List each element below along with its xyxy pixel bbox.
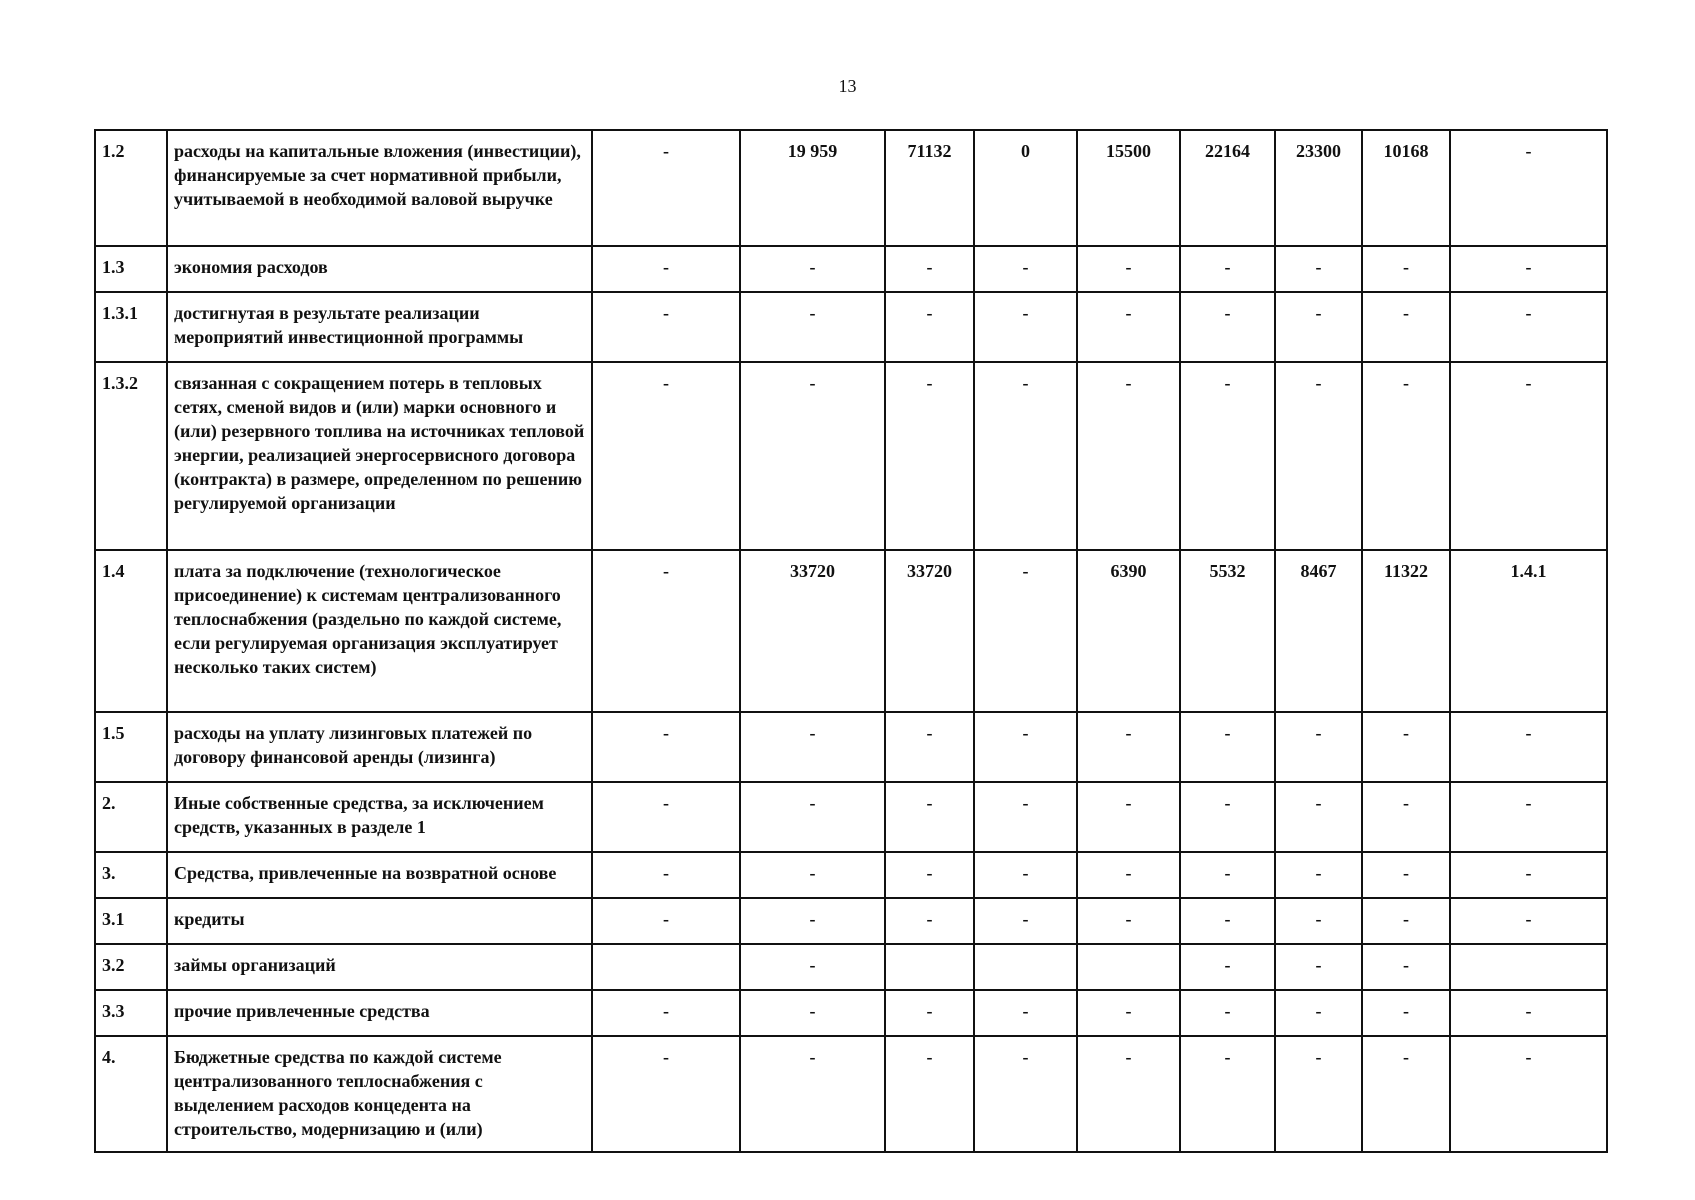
row-code: 3.2 — [95, 944, 167, 990]
table-row — [95, 550, 1607, 712]
table-row — [95, 990, 1607, 1036]
value-cell: 8467 — [1275, 550, 1362, 712]
value-cell: - — [974, 990, 1077, 1036]
value-cell — [974, 944, 1077, 990]
value-cell: - — [1077, 898, 1180, 944]
row-code: 1.5 — [95, 712, 167, 782]
value-cell: - — [1275, 712, 1362, 782]
value-cell: - — [740, 292, 885, 362]
row-description: плата за подключение (технологическое присоединение) к системам централизованного теплоснабжения (раздельно по каждой системе, если регулируемая организация эксплуатирует несколько таких систем) — [167, 550, 592, 712]
value-cell: - — [1180, 712, 1275, 782]
value-cell: 23300 — [1275, 130, 1362, 246]
row-code: 1.3.1 — [95, 292, 167, 362]
table-row — [95, 130, 1607, 246]
value-cell: - — [885, 990, 974, 1036]
value-cell: - — [885, 292, 974, 362]
value-cell: 6390 — [1077, 550, 1180, 712]
row-description: прочие привлеченные средства — [167, 990, 592, 1036]
value-cell: - — [592, 898, 740, 944]
value-cell: - — [1450, 782, 1607, 852]
value-cell: - — [1275, 944, 1362, 990]
value-cell: - — [1362, 712, 1450, 782]
value-cell: - — [1077, 246, 1180, 292]
value-cell: - — [1180, 292, 1275, 362]
value-cell: - — [885, 852, 974, 898]
row-code: 1.2 — [95, 130, 167, 246]
value-cell: - — [740, 944, 885, 990]
row-description: достигнутая в результате реализации мероприятий инвестиционной программы — [167, 292, 592, 362]
value-cell: - — [974, 852, 1077, 898]
value-cell: 1.4.1 — [1450, 550, 1607, 712]
value-cell: - — [592, 130, 740, 246]
value-cell: - — [1362, 362, 1450, 550]
row-description: расходы на уплату лизинговых платежей по договору финансовой аренды (лизинга) — [167, 712, 592, 782]
value-cell: - — [1450, 898, 1607, 944]
value-cell: - — [592, 1036, 740, 1152]
row-code: 3.3 — [95, 990, 167, 1036]
table-row — [95, 852, 1607, 898]
value-cell: - — [1450, 990, 1607, 1036]
value-cell: - — [1077, 1036, 1180, 1152]
value-cell — [592, 944, 740, 990]
value-cell: - — [1362, 990, 1450, 1036]
value-cell: - — [1077, 852, 1180, 898]
table-row — [95, 944, 1607, 990]
value-cell: - — [592, 782, 740, 852]
value-cell: - — [974, 246, 1077, 292]
table-row — [95, 712, 1607, 782]
table-row — [95, 898, 1607, 944]
row-code: 2. — [95, 782, 167, 852]
value-cell: - — [592, 246, 740, 292]
value-cell: - — [740, 246, 885, 292]
row-description: экономия расходов — [167, 246, 592, 292]
value-cell: - — [1077, 782, 1180, 852]
row-code: 3.1 — [95, 898, 167, 944]
value-cell: - — [1362, 898, 1450, 944]
value-cell: - — [885, 362, 974, 550]
value-cell: - — [1275, 852, 1362, 898]
value-cell: - — [592, 990, 740, 1036]
value-cell — [885, 944, 974, 990]
value-cell: 22164 — [1180, 130, 1275, 246]
value-cell: - — [592, 292, 740, 362]
value-cell: - — [1450, 362, 1607, 550]
value-cell: - — [592, 852, 740, 898]
value-cell: - — [1077, 712, 1180, 782]
row-code: 4. — [95, 1036, 167, 1152]
row-description: Бюджетные средства по каждой системе централизованного теплоснабжения с выделением расходов концедента на строительство, модернизацию и (или) — [167, 1036, 592, 1152]
value-cell: 15500 — [1077, 130, 1180, 246]
value-cell: - — [1180, 990, 1275, 1036]
value-cell: - — [885, 712, 974, 782]
value-cell: - — [885, 246, 974, 292]
value-cell: - — [1077, 990, 1180, 1036]
row-code: 1.4 — [95, 550, 167, 712]
table-row — [95, 292, 1607, 362]
row-code: 1.3.2 — [95, 362, 167, 550]
value-cell: - — [974, 550, 1077, 712]
table-body — [95, 130, 1607, 1152]
value-cell: - — [1180, 782, 1275, 852]
value-cell: - — [1180, 852, 1275, 898]
value-cell: - — [1275, 782, 1362, 852]
value-cell: - — [1275, 246, 1362, 292]
value-cell: - — [1275, 292, 1362, 362]
value-cell: 33720 — [740, 550, 885, 712]
value-cell: - — [885, 898, 974, 944]
row-description: связанная с сокращением потерь в тепловых сетях, сменой видов и (или) марки основного и (или) резервного топлива на источниках тепловой энергии, реализацией энергосервисного договора (контракта) в размере, определенном по решению регулируемой организации — [167, 362, 592, 550]
value-cell: - — [1275, 1036, 1362, 1152]
value-cell: - — [974, 712, 1077, 782]
value-cell: - — [1180, 1036, 1275, 1152]
value-cell: - — [740, 898, 885, 944]
value-cell: - — [1450, 852, 1607, 898]
row-description: Средства, привлеченные на возвратной основе — [167, 852, 592, 898]
value-cell: - — [740, 712, 885, 782]
value-cell: - — [974, 898, 1077, 944]
value-cell: - — [1450, 130, 1607, 246]
value-cell: - — [1077, 292, 1180, 362]
value-cell — [1077, 944, 1180, 990]
value-cell: - — [592, 550, 740, 712]
value-cell: - — [1450, 292, 1607, 362]
value-cell: - — [974, 362, 1077, 550]
value-cell: 5532 — [1180, 550, 1275, 712]
value-cell: - — [1275, 990, 1362, 1036]
table-row — [95, 362, 1607, 550]
value-cell: - — [592, 712, 740, 782]
value-cell: 10168 — [1362, 130, 1450, 246]
value-cell: - — [1077, 362, 1180, 550]
value-cell: - — [1180, 944, 1275, 990]
value-cell: - — [1180, 362, 1275, 550]
row-description: займы организаций — [167, 944, 592, 990]
value-cell: - — [740, 782, 885, 852]
value-cell: - — [1180, 898, 1275, 944]
value-cell: - — [740, 852, 885, 898]
value-cell: - — [1362, 944, 1450, 990]
value-cell: - — [1450, 712, 1607, 782]
value-cell: - — [1450, 246, 1607, 292]
table-row — [95, 782, 1607, 852]
value-cell: - — [740, 990, 885, 1036]
value-cell: - — [974, 292, 1077, 362]
row-code: 1.3 — [95, 246, 167, 292]
value-cell: - — [1275, 898, 1362, 944]
value-cell: 33720 — [885, 550, 974, 712]
value-cell: - — [1362, 852, 1450, 898]
row-description: расходы на капитальные вложения (инвестиции), финансируемые за счет нормативной прибыли, учитываемой в необходимой валовой выручке — [167, 130, 592, 246]
value-cell: - — [1362, 246, 1450, 292]
page-number: 13 — [838, 76, 857, 96]
value-cell: - — [740, 1036, 885, 1152]
row-description: Иные собственные средства, за исключением средств, указанных в разделе 1 — [167, 782, 592, 852]
value-cell: - — [1450, 1036, 1607, 1152]
value-cell: - — [1362, 292, 1450, 362]
value-cell: 0 — [974, 130, 1077, 246]
table-row — [95, 1036, 1607, 1152]
financing-table — [94, 129, 1608, 1153]
value-cell: - — [1362, 1036, 1450, 1152]
row-code: 3. — [95, 852, 167, 898]
value-cell: - — [885, 1036, 974, 1152]
value-cell: - — [974, 782, 1077, 852]
value-cell: - — [1180, 246, 1275, 292]
value-cell — [1450, 944, 1607, 990]
value-cell: 19 959 — [740, 130, 885, 246]
row-description: кредиты — [167, 898, 592, 944]
value-cell: - — [1362, 782, 1450, 852]
value-cell: - — [885, 782, 974, 852]
value-cell: 71132 — [885, 130, 974, 246]
value-cell: 11322 — [1362, 550, 1450, 712]
value-cell: - — [974, 1036, 1077, 1152]
table-row — [95, 246, 1607, 292]
value-cell: - — [740, 362, 885, 550]
value-cell: - — [1275, 362, 1362, 550]
value-cell: - — [592, 362, 740, 550]
